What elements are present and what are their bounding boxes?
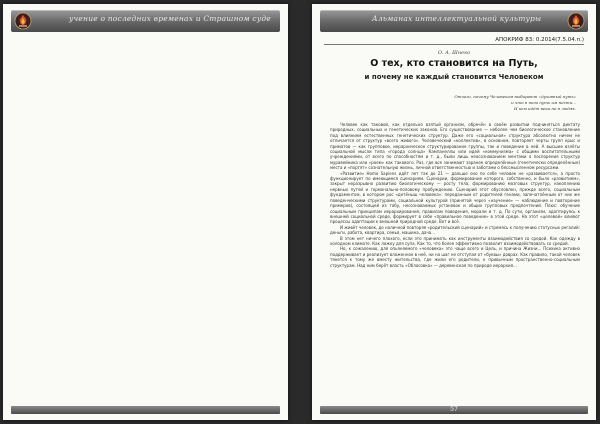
paragraph: Но, к сожалению, для опьяняемого «человека» это чаще всего и Цель, и причина Жизни... Психика активно поддерживает и реализует вложенное в неё, ни на шаг не отступая от «буквы» доврах. Как правило, такой человек тянется к тому же вместу жительства, где жили его родители, к привычным пространственно-социальным структурам. Над ним берёт власть «Обласовка» — деревенская по природе иерархия...	[330, 246, 580, 268]
epigraph-line: И кем идёт века не в людях.	[513, 106, 576, 111]
header-title: учение о последних временах и Страшном суде	[69, 14, 271, 23]
right-header-bar	[320, 10, 588, 32]
article-body	[330, 122, 580, 268]
left-footer-bar	[11, 406, 280, 414]
header-title: Альманах интеллектуальной культуры	[372, 14, 542, 23]
epigraph-line: Отчего, почему Человеком выбирают «духовный путь»	[454, 94, 576, 99]
paragraph: «Развитие» Homo Sapiens идёт лет так до 21 — дальше оно по себе человек не «развивается», а просто функционирует по имеющимся сценариям. Сценарии, формирование которого, собственно, и было «развитием», закрыт неразрывно развитию биологическому — росту тела, формированию мозговых структур, накоплению нервных путей и гормонально-половому пробуждению. Сценарий этот обусловлен, прежде всего, социальным фундаментом, в котором рос «детёныш человека»: переданным от родителей генами, запечатлённым от них же поведенческими структурами, социальной культурой (принятой через «научение» — наблюдение и повторение примеров), состоящей из табу, несознаваемых установок и общих групповых предпочтений. Плюс: обучение социальным принципам иерархирования, правилам поведения, морали и т. д. По сути, организм, адаптируясь к внешней социальной среде, формирует в себе «правильное поведение» в этой среде. На этот «целевой» влияют процессы адаптации к внешней природной среде. Вот и всё.	[330, 170, 580, 225]
paragraph: В этом нет ничего плохого, если это принимать как инструменты взаимодействия со средой. Как одежду в холодном климате. Как ложку для супа. Как то, что более эффективно позволит взаимодействовать со средой.	[330, 235, 580, 246]
paragraph: И живёт человек, до наличной повторяя «родительский сценарий» и стремясь к получению статусных регалий: деньги, работа, квартира, семья, машина, дача...	[330, 224, 580, 236]
page-number: 57	[450, 406, 458, 413]
epigraph	[446, 94, 576, 112]
right-page	[312, 4, 596, 420]
paragraph: Человек как таковой, как отдельно взятый организм, обречён в своём развитии подчиняться диктату природных, социальных и генетических законов. Его существование — неболее чем биологическое становление под влиянием естественных генетических структур. Даже его «социальная» структура абсолютно ничем не отличается от структур «всего живого». Человеческий «коллектив», в основном, повторяет черты групп крыс и приматов — как групповое, иерархическое структурирование группы, так и поведение в ней. А высшие взлёты социальной мысли типа «города солнца» Кампанеллы или идей «коммунизма» с общими воспитательными учреждениями, от всего по способностям и т. д., были лишь неосознаванием ментами о поспорения структур муравейника или «роем» как такового. Раз, где все занимают заранее определённые (генетически определённые) места и «портят» сознательную жизнь, личной ответственностью и заботами о бессмысленном ресурсами.	[330, 122, 580, 171]
article-title: О тех, кто становится на Путь,	[370, 58, 538, 69]
flame-emblem-icon	[14, 12, 32, 30]
left-page	[3, 4, 288, 420]
epigraph-line: и что в том путь им нести...	[511, 100, 576, 105]
left-header-bar	[11, 10, 280, 32]
article-author: О. А. Шнеко	[437, 50, 471, 56]
divider	[324, 44, 584, 45]
article-subtitle: и почему не каждый становится Человеком	[364, 73, 544, 81]
issue-line: АПОКРИФ 83: 0.2014(7.5.04.п.)	[495, 37, 584, 43]
flame-emblem-icon	[567, 12, 585, 30]
